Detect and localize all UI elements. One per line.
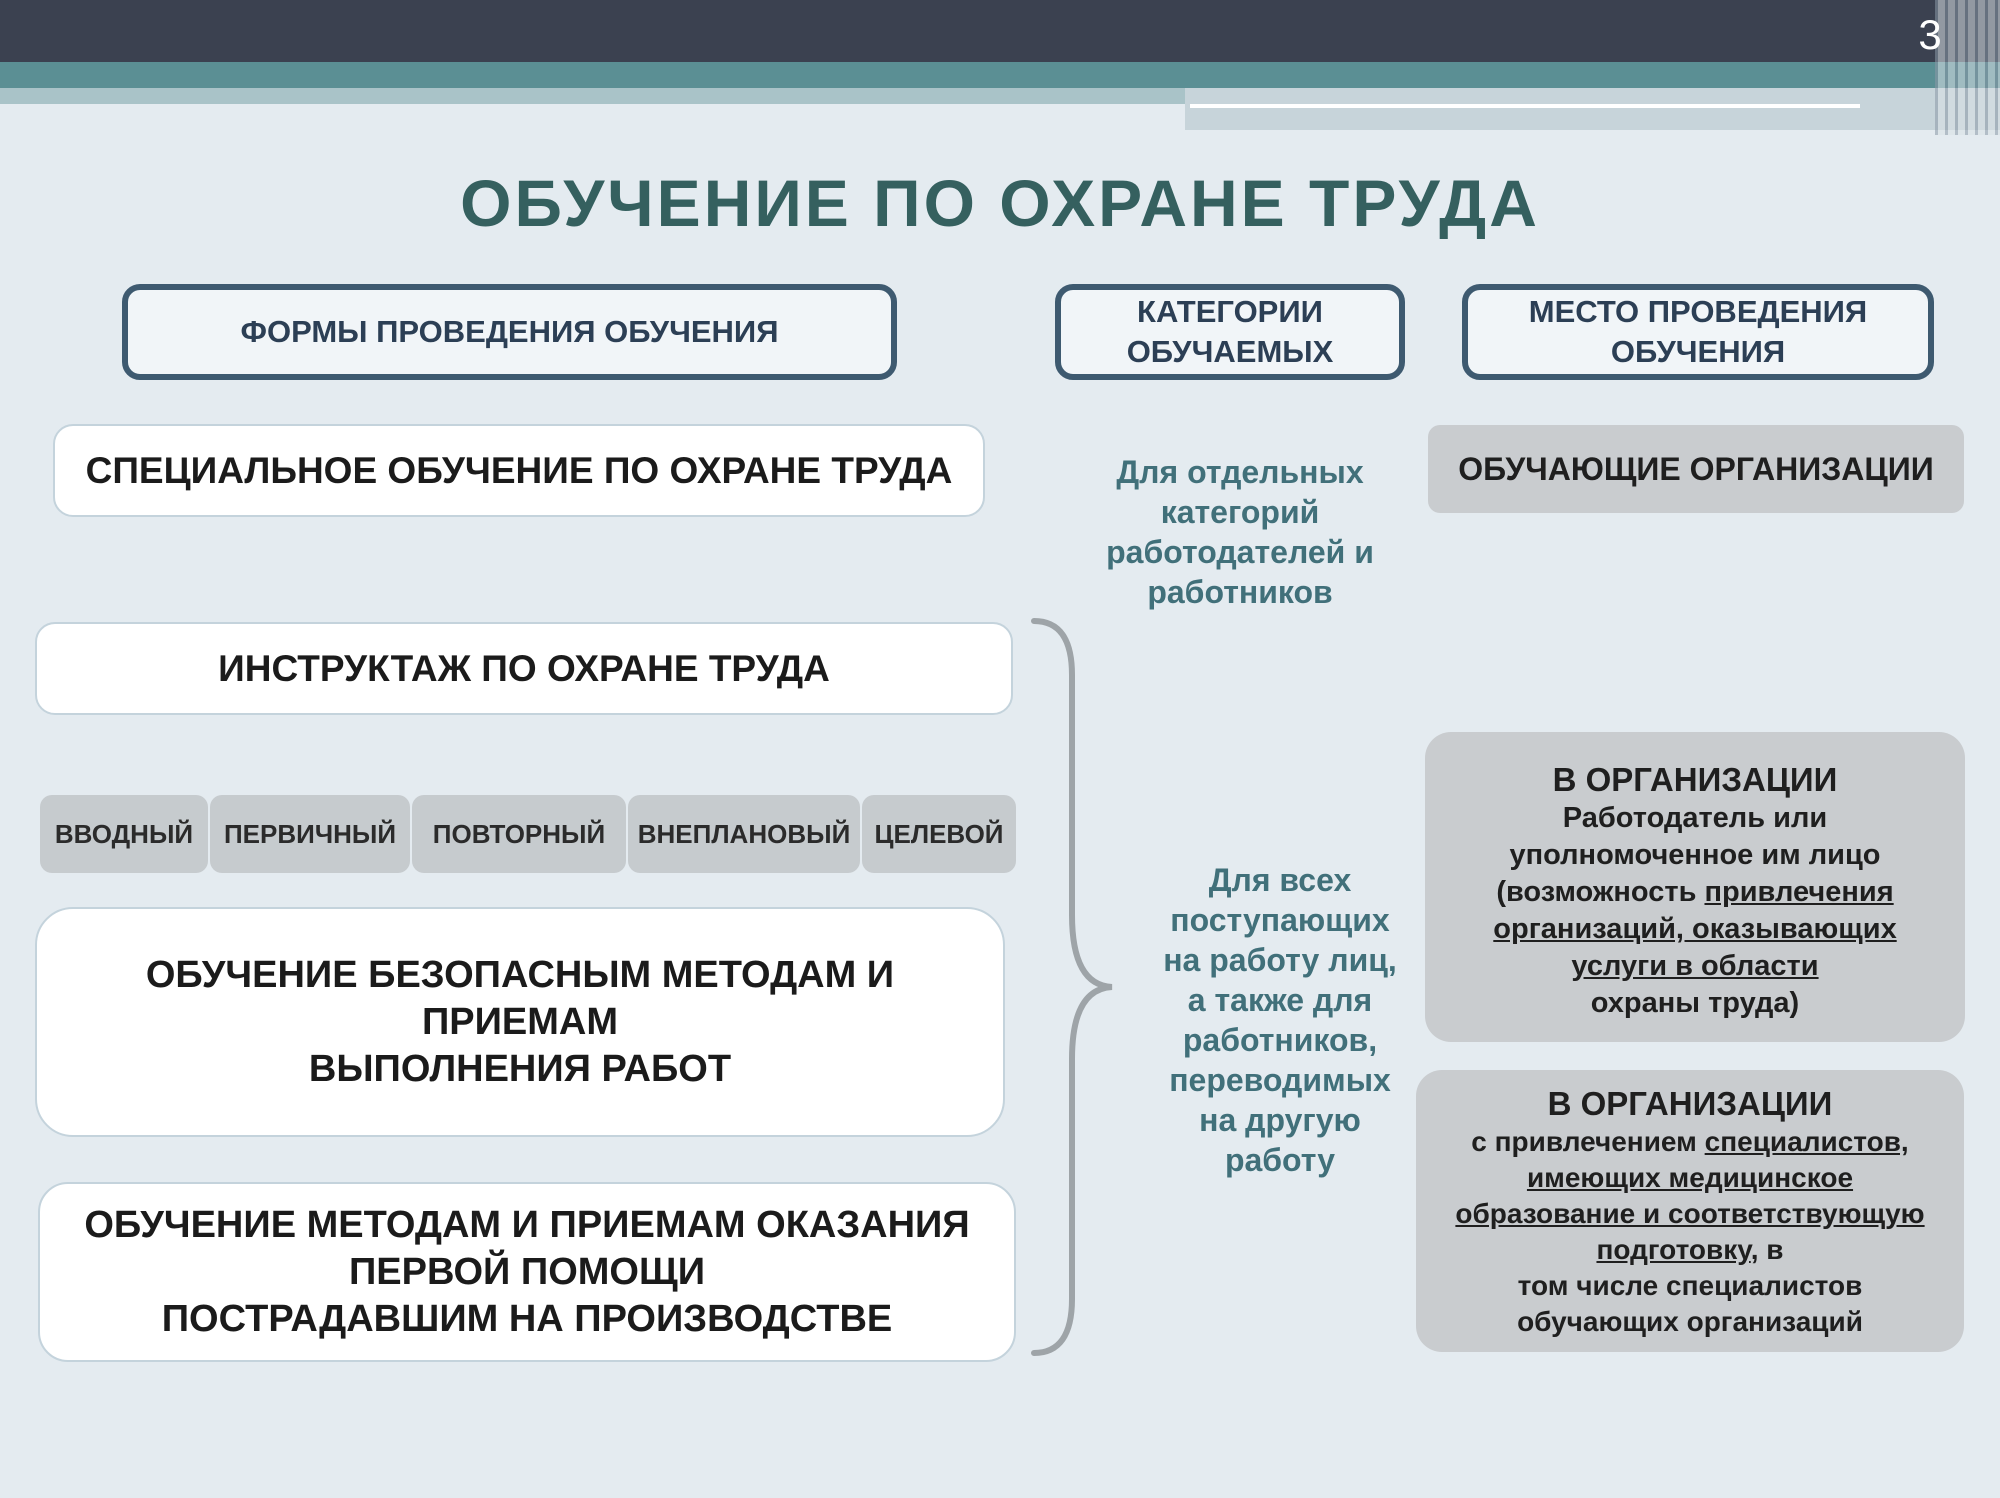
category-all-line: работу: [1224, 1142, 1336, 1178]
place-in-org-2-line: том числе специалистов: [1517, 1270, 1863, 1301]
briefing-type-label: ПОВТОРНЫЙ: [432, 818, 606, 849]
form-special-training-label: СПЕЦИАЛЬНОЕ ОБУЧЕНИЕ ПО ОХРАНЕ ТРУДА: [85, 449, 953, 491]
page-title: ОБУЧЕНИЕ ПО ОХРАНЕ ТРУДА: [460, 166, 1540, 240]
header-place-line: МЕСТО ПРОВЕДЕНИЯ: [1528, 294, 1868, 329]
place-in-org-2-underlined: образование и соответствующую: [1455, 1198, 1925, 1229]
header-categories-line: ОБУЧАЕМЫХ: [1126, 334, 1334, 369]
category-all-line: поступающих: [1170, 902, 1390, 938]
place-training-orgs: [1428, 425, 1964, 513]
category-special-line: Для отдельных: [1116, 454, 1364, 490]
briefing-type-label: ВВОДНЫЙ: [54, 818, 194, 849]
place-training-orgs-label: ОБУЧАЮЩИЕ ОРГАНИЗАЦИИ: [1458, 450, 1934, 487]
category-all-line: а также для: [1187, 982, 1373, 1018]
category-special-line: работников: [1147, 574, 1333, 610]
form-first-aid: [38, 1182, 1016, 1362]
category-all-line: работников,: [1182, 1022, 1378, 1058]
header-place: [1462, 284, 1934, 380]
form-first-aid-line: ОБУЧЕНИЕ МЕТОДАМ И ПРИЕМАМ ОКАЗАНИЯ: [84, 1203, 970, 1246]
briefing-type-label: ПЕРВИЧНЫЙ: [223, 818, 397, 849]
briefing-type-chip: [628, 795, 860, 873]
form-first-aid-line: ПЕРВОЙ ПОМОЩИ: [348, 1250, 706, 1293]
form-safe-methods-line: ОБУЧЕНИЕ БЕЗОПАСНЫМ МЕТОДАМ И: [145, 953, 895, 996]
place-in-org-2-line: обучающих организаций: [1517, 1306, 1863, 1337]
form-safe-methods-line: ВЫПОЛНЕНИЯ РАБОТ: [308, 1047, 732, 1090]
place-in-org-1-text: (возможность: [1496, 876, 1705, 908]
header-categories: [1055, 284, 1405, 380]
briefing-type-label: ЦЕЛЕВОЙ: [874, 818, 1004, 849]
briefing-type-chip: [412, 795, 626, 873]
place-in-org-2-line: [1416, 1124, 1964, 1160]
banner-stripe-light: [0, 88, 1190, 104]
header-forms: [122, 284, 897, 380]
place-in-org-2-text: с привлечением: [1471, 1126, 1705, 1157]
banner-stripe: [0, 62, 2000, 88]
page-number: 3: [1918, 11, 1942, 58]
place-in-org-2-underlined: специалистов,: [1704, 1126, 1909, 1157]
briefing-type-label: ВНЕПЛАНОВЫЙ: [637, 818, 851, 849]
form-briefing-label: ИНСТРУКТАЖ ПО ОХРАНЕ ТРУДА: [218, 647, 830, 689]
place-in-org-2-underlined: подготовку: [1596, 1234, 1751, 1265]
category-special-line: работодателей и: [1106, 534, 1374, 570]
briefing-type-chip: [40, 795, 208, 873]
header-categories-line: КАТЕГОРИИ: [1137, 294, 1323, 329]
briefing-type-chip: [210, 795, 410, 873]
banner-thin-line: [1190, 104, 1860, 108]
form-special-training: [53, 424, 985, 517]
place-in-org-2-underlined: имеющих медицинское: [1526, 1162, 1854, 1193]
category-all-line: переводимых: [1169, 1062, 1391, 1098]
category-all: [1120, 860, 1440, 1180]
banner-stripe-right: [1185, 88, 2000, 130]
top-banner: [0, 0, 2000, 62]
place-in-org-1-line: Работодатель или: [1562, 802, 1828, 834]
form-safe-methods: [35, 907, 1005, 1137]
category-all-line: на работу лиц,: [1163, 942, 1397, 978]
place-in-org-1-underlined: привлечения: [1704, 876, 1894, 908]
place-in-org-2-line: [1416, 1232, 1964, 1268]
form-first-aid-line: ПОСТРАДАВШИМ НА ПРОИЗВОДСТВЕ: [161, 1297, 893, 1340]
place-in-org-1-line: [1425, 874, 1965, 911]
category-special-line: категорий: [1160, 494, 1320, 530]
place-in-org-1-line: охраны труда): [1590, 987, 1800, 1019]
place-in-org-2-heading: В ОРГАНИЗАЦИИ: [1547, 1085, 1833, 1122]
form-briefing: [35, 622, 1013, 715]
form-safe-methods-line: ПРИЕМАМ: [421, 1000, 619, 1043]
curly-brace: [1020, 615, 1130, 1360]
category-all-line: на другую: [1199, 1102, 1361, 1138]
header-forms-label: ФОРМЫ ПРОВЕДЕНИЯ ОБУЧЕНИЯ: [240, 314, 779, 349]
place-in-org-1-line: уполномоченное им лицо: [1509, 839, 1881, 871]
category-special: [1060, 452, 1420, 612]
place-in-org-1-underlined: организаций, оказывающих: [1493, 913, 1897, 945]
place-in-org-1-underlined: услуги в области: [1571, 950, 1819, 982]
briefing-type-chip: [862, 795, 1016, 873]
header-place-line: ОБУЧЕНИЯ: [1610, 334, 1786, 369]
place-in-org-2-text: , в: [1750, 1234, 1784, 1265]
place-in-org-1: [1425, 732, 1965, 1042]
category-all-line: Для всех: [1208, 862, 1352, 898]
place-in-org-1-heading: В ОРГАНИЗАЦИИ: [1552, 761, 1838, 798]
place-in-org-2: [1416, 1070, 1964, 1352]
